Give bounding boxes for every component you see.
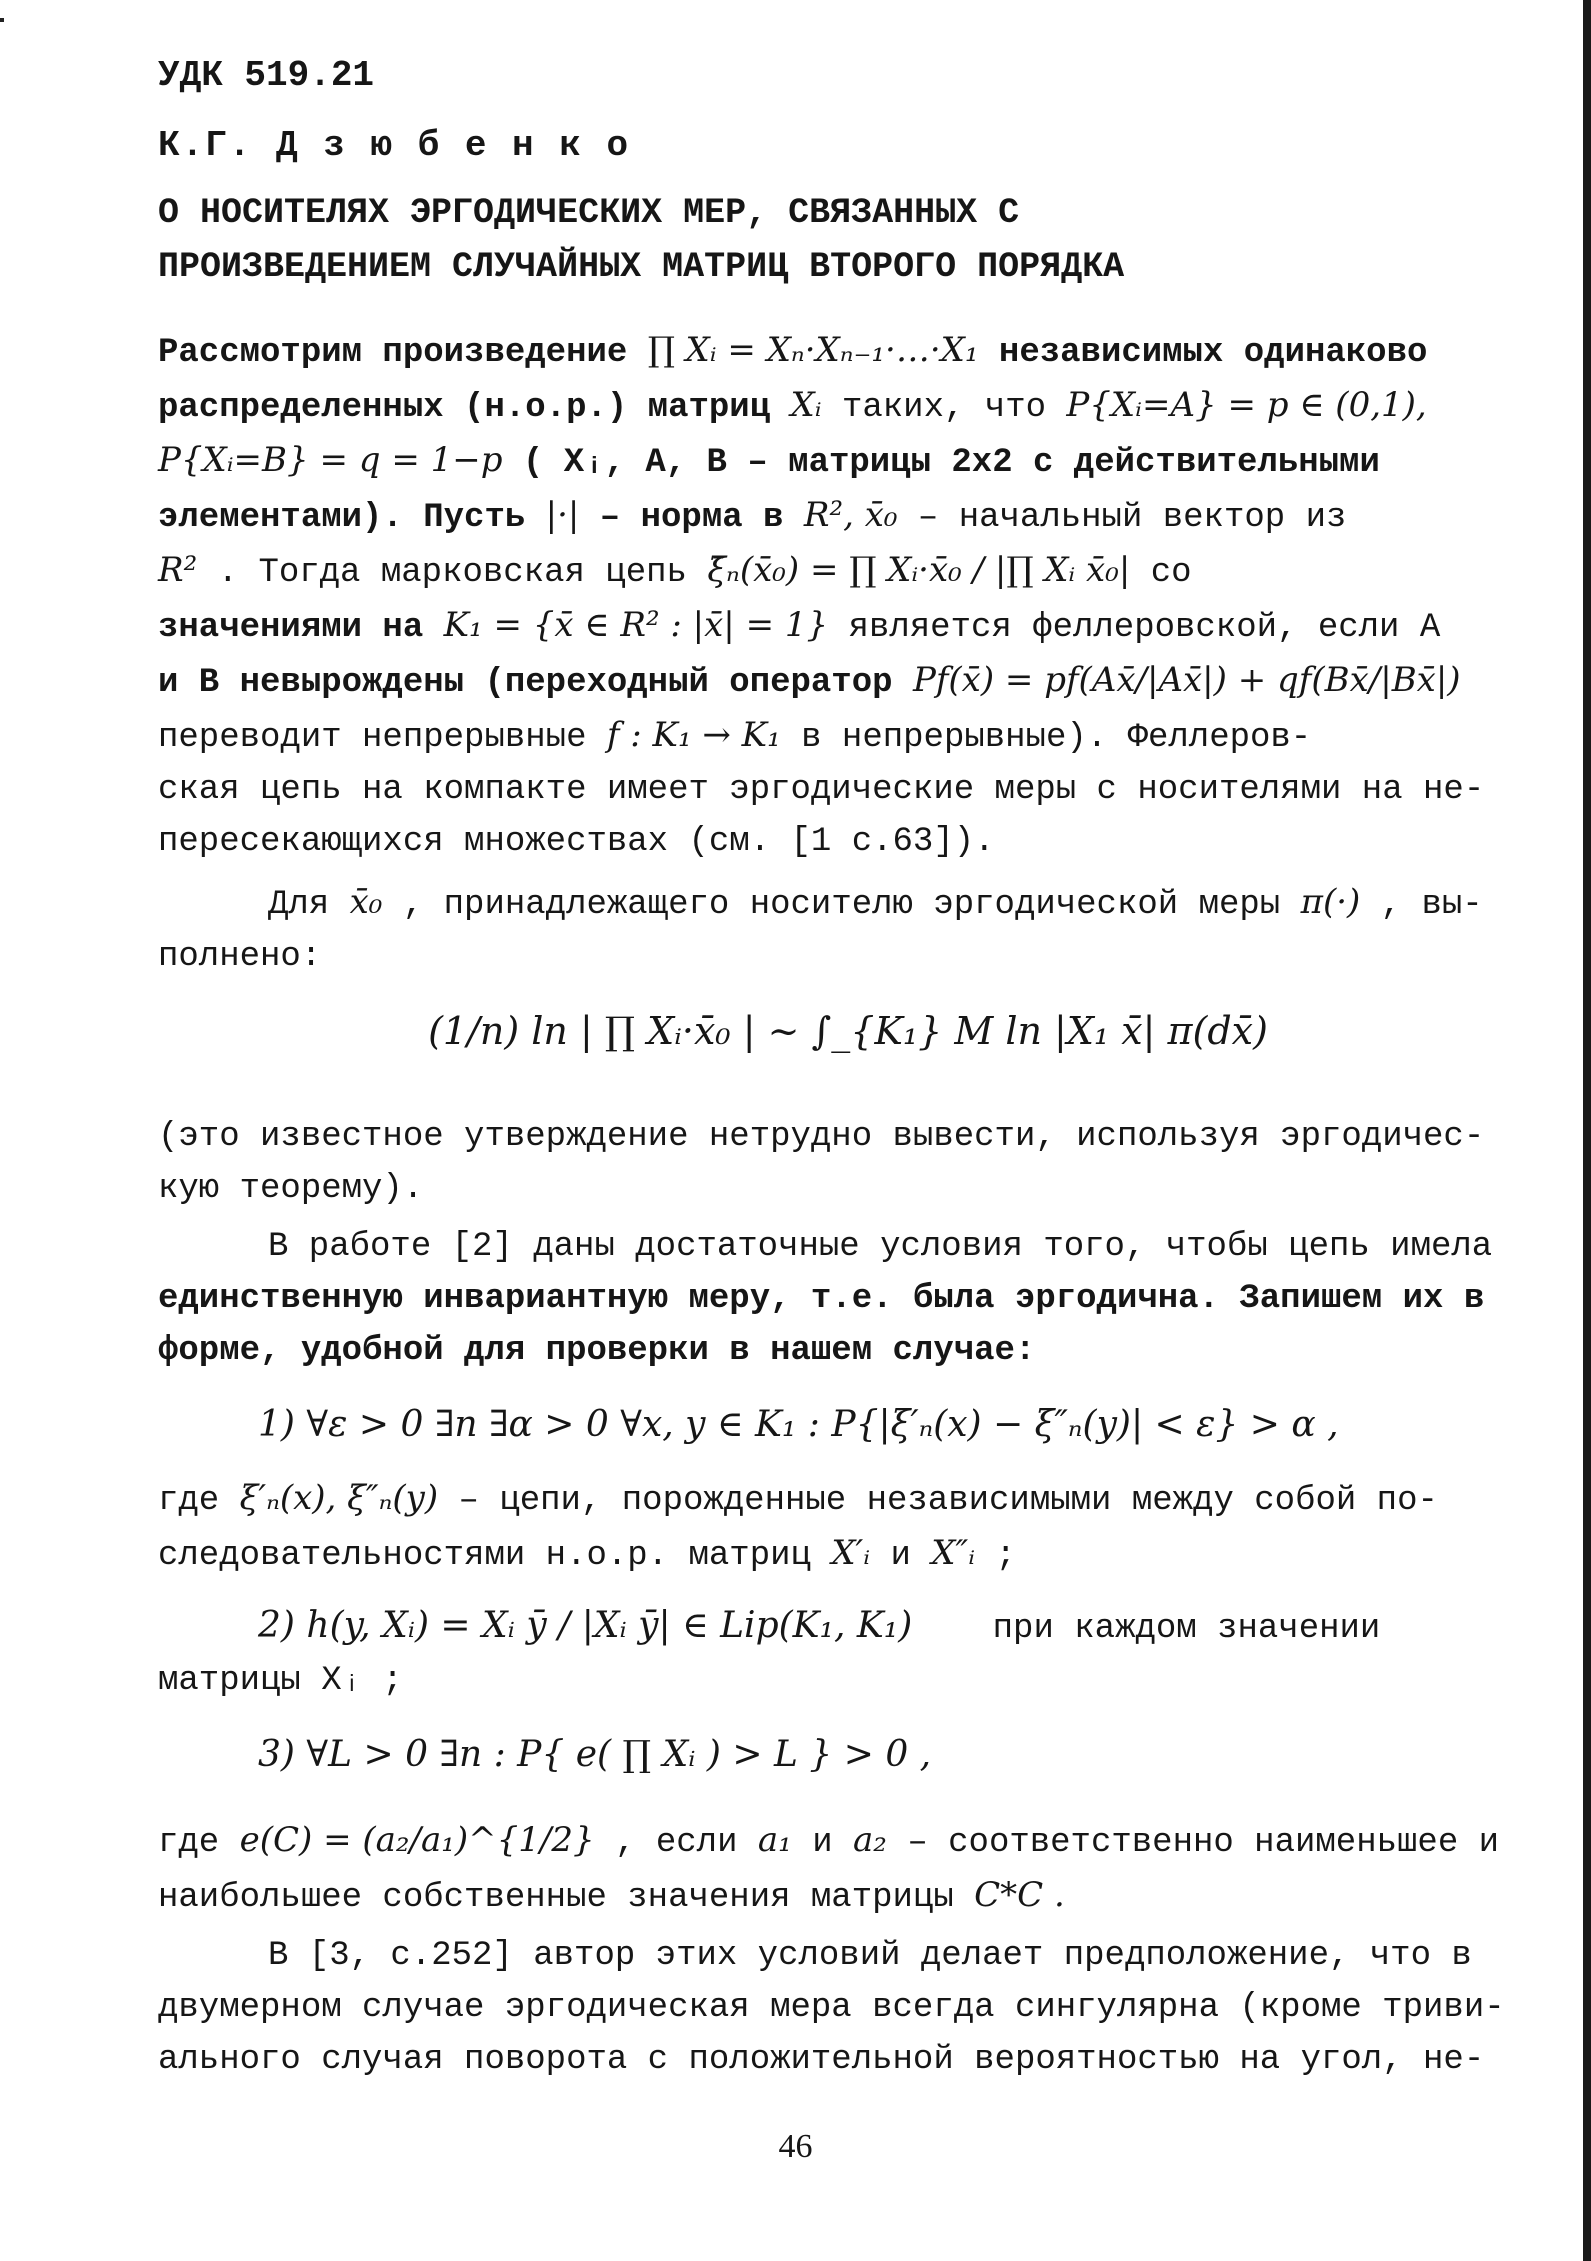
text: , если <box>615 1824 738 1862</box>
text: и <box>890 1537 911 1575</box>
formula-product: ∏ Xᵢ = Xₙ·Xₙ₋₁·…·X₁ <box>647 330 979 370</box>
text: . Тогда марковская цепь <box>217 554 687 592</box>
text: Рассмотрим произведение <box>158 334 628 372</box>
text: – соответственно наименьшее и <box>907 1824 1500 1862</box>
paper-page <box>158 50 1538 2086</box>
paragraph-7 <box>158 1930 1538 2086</box>
paragraph-6 <box>158 1814 1538 1924</box>
text: независимых одинаково <box>998 334 1428 372</box>
formula-a1: a₁ <box>757 1820 792 1860</box>
formula-xi-double-prime: X″ᵢ <box>931 1533 976 1573</box>
text: со <box>1150 554 1192 592</box>
text: – норма в <box>599 499 784 537</box>
text-line: (это известное утверждение нетрудно вывести, используя эргодичес- <box>158 1118 1485 1156</box>
condition-2 <box>258 1600 1538 1655</box>
formula-map: f : K₁ → K₁ <box>606 715 781 755</box>
text-line: ская цепь на компакте имеет эргодические меры с носителями на не- <box>158 771 1485 809</box>
text: где <box>158 1824 220 1862</box>
text: при каждом значении <box>992 1610 1381 1648</box>
text: , принадлежащего носителю эргодической меры <box>402 886 1281 924</box>
text: и B невырождены (переходный оператор <box>158 664 893 702</box>
scan-border <box>1583 0 1591 2261</box>
text: таких, что <box>841 389 1047 427</box>
formula-operator: Pf(x̄) = pf(Ax̄/|Ax̄|) + qf(Bx̄/|Bx̄|) <box>912 660 1461 700</box>
formula-r2: R² <box>158 550 198 590</box>
formula-a2: a₂ <box>853 1820 887 1860</box>
text-line: полнено: <box>158 938 322 976</box>
formula-e-of-c: e(C) = (a₂/a₁)^{1/2} <box>239 1820 595 1860</box>
formula-x0: x̄₀ <box>349 882 383 922</box>
formula-k1: K₁ = {x̄ ∈ R² : |x̄| = 1} <box>443 605 829 645</box>
formula-condition-2: 2) h(y, Xᵢ) = Xᵢ ȳ / |Xᵢ ȳ| ∈ Lip(K₁, K₁) <box>258 1605 913 1646</box>
paragraph-3 <box>158 1111 1538 1215</box>
formula-prob-b: P{Xᵢ=B} = q = 1−p <box>158 440 503 480</box>
text-line: В работе [2] даны достаточные условия того, чтобы цепь имела <box>268 1228 1493 1266</box>
text: , вы- <box>1380 886 1483 924</box>
text: и <box>812 1824 833 1862</box>
formula-prob-a: P{Xᵢ=A} = p ∈ (0,1), <box>1066 385 1427 425</box>
udc-code: УДК 519.21 <box>158 55 375 96</box>
text: – начальный вектор из <box>917 499 1347 537</box>
formula-norm: |·| <box>545 495 580 535</box>
text-line: В [3, с.252] автор этих условий делает предположение, что в <box>268 1937 1472 1975</box>
formula-markov-chain: ξ̄ₙ(x̄₀) = ∏ Xᵢ·x̄₀ / |∏ Xᵢ x̄₀| <box>707 550 1131 590</box>
text-line: матрицы Xᵢ ; <box>158 1662 403 1700</box>
text: ( Xᵢ, A, B – матрицы 2x2 с действительными <box>522 444 1380 482</box>
author: К.Г. Д з ю б е н к о <box>158 125 631 166</box>
formula-chains: ξ′ₙ(x), ξ″ₙ(y) <box>239 1478 439 1518</box>
text: является феллеровской, если A <box>848 609 1441 647</box>
text-line: пересекающихся множествах (см. [1 с.63]). <box>158 823 995 861</box>
title-line-2: ПРОИЗВЕДЕНИЕМ СЛУЧАЙНЫХ МАТРИЦ ВТОРОГО ПОРЯДКА <box>158 247 1125 287</box>
text-line: форме, удобной для проверки в нашем случае: <box>158 1332 1036 1370</box>
paragraph-4 <box>158 1221 1538 1377</box>
formula-lyapunov: (1/n) ln | ∏ Xᵢ·x̄₀ | ~ ∫_{K₁} M ln |X₁ x̄| π(dx̄) <box>428 1009 1268 1053</box>
formula-cstar-c: C*C . <box>974 1875 1065 1915</box>
text: – цепи, порожденные независимыми между собой по- <box>458 1482 1438 1520</box>
text-line: кую теорему). <box>158 1170 424 1208</box>
article-title <box>158 186 1538 294</box>
paragraph-2 <box>158 876 1538 983</box>
page-number: 46 <box>778 2128 813 2165</box>
text: Для <box>268 886 330 924</box>
formula-condition-1: 1) ∀ε > 0 ∃n ∃α > 0 ∀x, y ∈ K₁ : P{|ξ′ₙ(x) − ξ″ₙ(y)| < ε} > α , <box>258 1404 1339 1445</box>
formula-r2-x0: R², x̄₀ <box>803 495 898 535</box>
paragraph-1 <box>158 324 1538 868</box>
text-line: единственную инвариантную меру, т.е. была эргодична. Запишем их в <box>158 1280 1485 1318</box>
text: переводит непрерывные <box>158 719 587 757</box>
condition-1 <box>258 1399 1538 1454</box>
paragraph-5 <box>158 1472 1538 1582</box>
text: следовательностями н.о.р. матриц <box>158 1537 811 1575</box>
text: элементами). Пусть <box>158 499 526 537</box>
formula-xi-prime: X′ᵢ <box>831 1533 871 1573</box>
text: распределенных (н.о.р.) матриц <box>158 389 771 427</box>
text: ; <box>995 1537 1016 1575</box>
text: наибольшее собственные значения матрицы <box>158 1879 954 1917</box>
title-line-1: О НОСИТЕЛЯХ ЭРГОДИЧЕСКИХ МЕР, СВЯЗАННЫХ С <box>158 193 1020 233</box>
text: где <box>158 1482 220 1520</box>
display-formula-1 <box>158 1005 1538 1085</box>
text: значениями на <box>158 609 424 647</box>
condition-3 <box>258 1729 1538 1784</box>
text-line: двумерном случае эргодическая мера всегда сингулярна (кроме триви- <box>158 1989 1505 2027</box>
formula-condition-3: 3) ∀L > 0 ∃n : P{ e( ∏ Xᵢ ) > L } > 0 , <box>258 1734 932 1775</box>
text-line: ального случая поворота с положительной вероятностью на угол, не- <box>158 2041 1485 2079</box>
text: в непрерывные). Феллеров- <box>801 719 1312 757</box>
scan-speck <box>0 18 4 22</box>
formula-measure: π(·) <box>1300 882 1361 922</box>
formula-xi: Xᵢ <box>790 385 822 425</box>
